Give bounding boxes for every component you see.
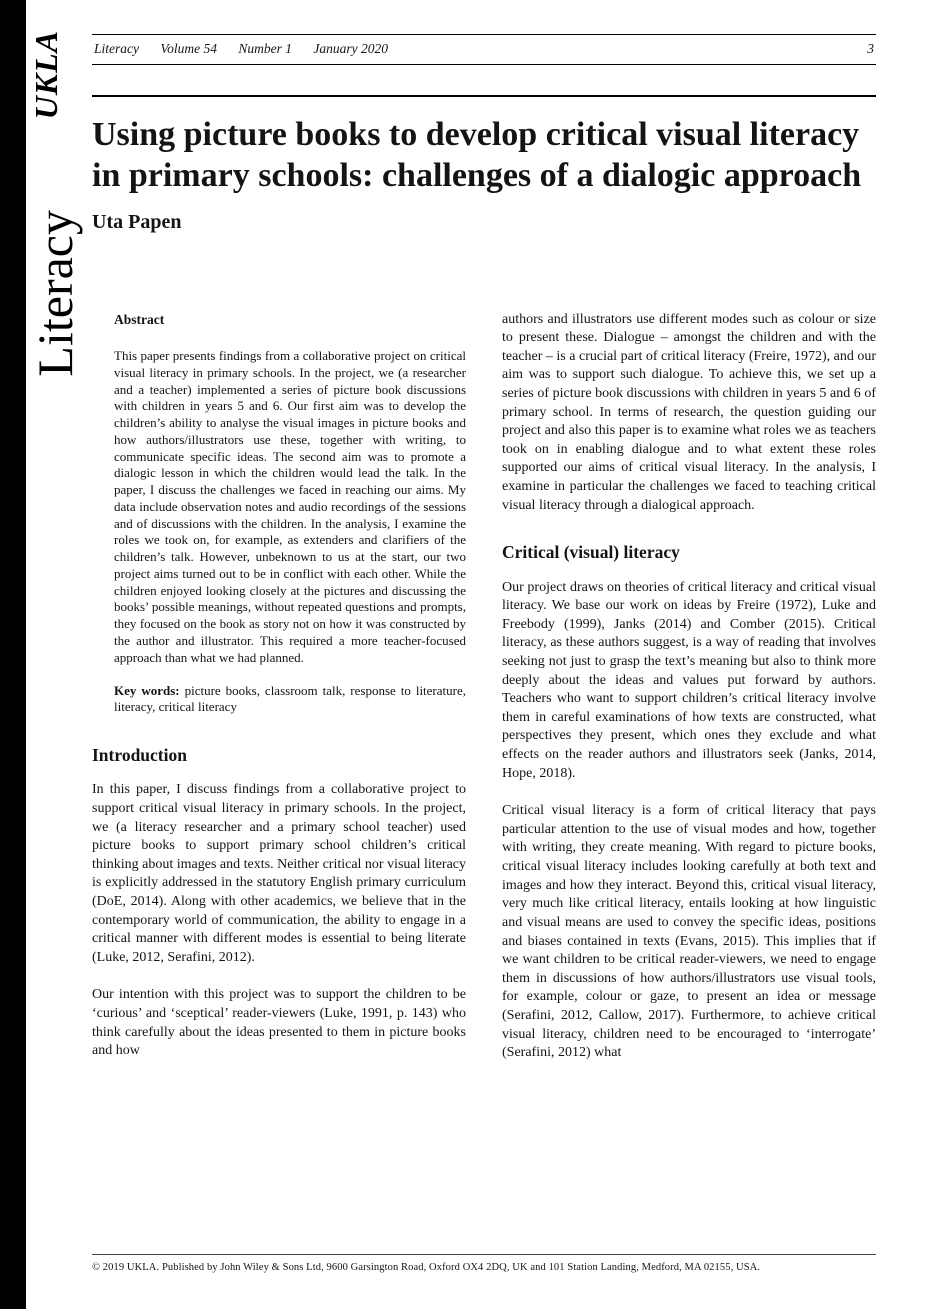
running-head-date: January 2020 <box>313 41 388 56</box>
page-number: 3 <box>867 41 874 56</box>
article-author: Uta Papen <box>92 210 182 233</box>
keywords-label: Key words: <box>114 682 180 698</box>
running-head <box>92 34 876 65</box>
keywords-line <box>114 683 466 717</box>
running-head-number: Number 1 <box>238 41 292 56</box>
left-column <box>92 311 466 1082</box>
critical-literacy-paragraph: Critical visual literacy is a form of critical literacy that pays particular attention to the use of visual modes and how, together with writing, they create meaning. With regard to picture books, critical visual literacy includes looking carefully at both text and images and how they interact. Beyond this, critical visual literacy, very much like critical literacy, entails looking at how linguistic and visual means are used to convey the specific ideas, positions and biases contained in texts (Evans, 2015). This implies that if we want children to be critical reader-viewers, we need to engage them in discussions of how authors/illustrators use visual tools, for example, colour or gaze, to present an idea or message (Serafini, 2012, Callow, 2017). Furthermore, to achieve critical visual literacy, children need to be encouraged to ‘interrogate’ (Serafini, 2012) what <box>502 803 876 1061</box>
critical-literacy-paragraph: Our project draws on theories of critical literacy and critical visual literacy. We base our work on ideas by Freire (1972), Luke and Freebody (1999), Janks (2014) and Comber (2015). Critical literacy, as these authors suggest, is a way of reading that involves seeking not just to grasp the text’s meaning but also to think more deeply about the ideas and values put forward by authors. Teachers who want to support children’s critical literacy involve them in careful examinations of how texts are constructed, what perspectives they present, which ones they exclude and what effects on the reader authors and illustrators seek (Janks, 2014, Hope, 2018). <box>502 579 876 781</box>
section-heading-critical-visual-literacy: Critical (visual) literacy <box>502 542 680 563</box>
running-head-journal: Literacy <box>94 41 139 56</box>
page-content <box>92 0 876 1082</box>
title-rule <box>92 95 876 97</box>
keywords-text: picture books, classroom talk, response to literature, literacy, critical literacy <box>114 682 466 715</box>
abstract-heading: Abstract <box>114 311 165 327</box>
copyright-footer: © 2019 UKLA. Published by John Wiley & Sons Ltd, 9600 Garsington Road, Oxford OX4 2DQ, UK and 101 Station Landing, Medford, MA 02155, USA. <box>92 1254 876 1273</box>
right-column <box>502 311 876 1082</box>
abstract-block <box>114 311 466 716</box>
two-column-body <box>92 311 876 1082</box>
abstract-text: This paper presents findings from a collaborative project on critical visual literacy in primary schools. In the project, we (a researcher and a teacher) implemented a series of picture book discussions with children in years 5 and 6. Our first aim was to develop the children’s ability to analyse the visual images in picture books and how authors/illustrators use these, together with writing, to communicate specific ideas. The second aim was to promote a dialogic lesson in which the children would lead the talk. In the paper, I discuss the challenges we faced in reaching our aims. My data include observation notes and audio recordings of the sessions and of discussions with the children. In the analysis, I examine the roles we took on, for example, as extenders and clarifiers of the children’s talk. However, unbeknown to us at the start, our two project aims turned out to be in conflict with each other. While the children enjoyed looking closely at the pictures and discussing the books’ possible meanings, without repeated questions and prompts, they focused on the book as story not on how it was constructed by the author and illustrator. This required a more teacher-focused approach than what we had planned. <box>114 348 466 665</box>
spine-journal-title: Literacy <box>27 210 83 377</box>
article-title: Using picture books to develop critical visual literacy in primary schools: challenges of a dialogic approach <box>92 116 862 194</box>
spine-publisher-logo: UKLA <box>28 30 64 120</box>
introduction-continuation-paragraph: authors and illustrators use different modes such as colour or size to present these. Dialogue – amongst the children and with the teacher – is a crucial part of critical literacy (Freire, 1972), and our aim was to support such dialogue. To achieve this, we set up a series of picture book discussions with children in years 5 and 6 of primary school. In terms of research, the question guiding our project and also this paper is to examine what roles we as teachers took on in enabling dialogue and to what extent these roles supported our aims of critical visual literacy. In the analysis, I examine in particular the challenges we faced to teaching critical visual literacy through a dialogical approach. <box>502 311 876 513</box>
running-head-volume: Volume 54 <box>160 41 217 56</box>
spine-bar <box>0 0 26 1309</box>
introduction-paragraph: In this paper, I discuss findings from a collaborative project to support critical visual literacy in primary schools. In the project, we (a literacy researcher and a primary school teacher) used picture books to support primary school children’s critical thinking about images and texts. Neither critical nor visual literacy is explicitly addressed in the statutory English primary curriculum (DoE, 2014). Along with other academics, we believe that in the contemporary world of communication, the ability to engage in a critical manner with different modes is essential to being literate (Luke, 2012, Serafini, 2012). <box>92 782 467 965</box>
running-head-left <box>94 41 406 57</box>
section-heading-introduction: Introduction <box>92 745 187 766</box>
introduction-paragraph: Our intention with this project was to support the children to be ‘curious’ and ‘sceptical’ reader-viewers (Luke, 1991, p. 143) who think carefully about the ideas presented to them in picture books and how <box>92 987 466 1059</box>
